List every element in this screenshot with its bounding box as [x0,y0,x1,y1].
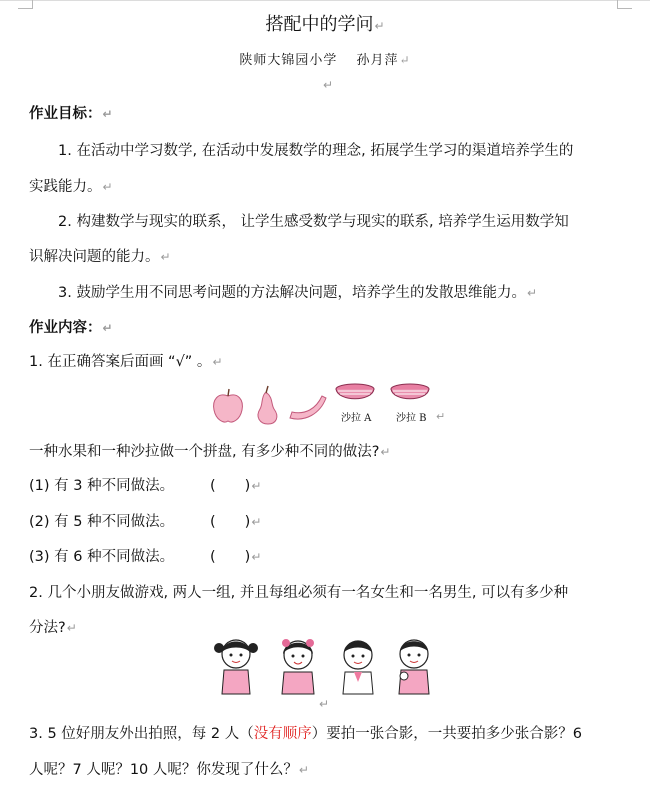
paragraph-mark: ↵ [323,78,334,92]
salad-b-label: 沙拉 B [396,413,427,424]
q1-answer-blank-3[interactable]: ( )↵ [210,549,262,565]
author-line: 陕师大锦园小学 孙月萍↵ [239,53,411,68]
page-title: 搭配中的学问↵ [265,14,385,35]
margin-corner-left [18,0,33,9]
girl-2-icon [282,639,314,694]
q1-answer-blank-2[interactable]: ( )↵ [210,514,262,530]
q3-line-1: 3. 5 位好朋友外出拍照，每 2 人（没有顺序）要拍一张合影，一共要拍多少张合影？6 [29,726,582,742]
q1-prompt: 1. 在正确答案后面画 “√” 。↵ [29,354,223,370]
q1-option-1: (1) 有 3 种不同做法。 [29,478,175,494]
girl-1-icon [214,640,258,694]
q3-line-2: 人呢？7 人呢？10 人呢？你发现了什么？↵ [29,762,309,778]
salad-bowl-b-icon [391,384,429,399]
goal-1-line-1: 1. 在活动中学习数学, 在活动中发展数学的理念, 拓展学生学习的渠道培养学生的 [58,143,574,159]
q1-question: 一种水果和一种沙拉做一个拼盘, 有多少种不同的做法?↵ [29,444,391,460]
salad-a-label: 沙拉 A [341,413,372,424]
boy-2-icon [399,640,429,694]
banana-icon [290,396,326,419]
q3-highlight-text: 没有顺序 [253,726,312,742]
q2-line-1: 2. 几个小朋友做游戏, 两人一组, 并且每组必须有一名女生和一名男生, 可以有多少种 [29,585,569,601]
q1-answer-blank-1[interactable]: ( )↵ [210,478,262,494]
apple-icon [214,389,243,422]
children-illustration [214,636,444,698]
goal-3: 3. 鼓励学生用不同思考问题的方法解决问题，培养学生的发散思维能力。↵ [58,285,538,301]
pear-icon [258,386,277,424]
goal-2-line-1: 2. 构建数学与现实的联系， 让学生感受数学与现实的联系, 培养学生运用数学知 [58,214,569,230]
paragraph-mark: ↵ [319,697,330,711]
q2-line-2: 分法?↵ [29,620,77,636]
fruit-salad-illustration [210,378,450,426]
goal-2-line-2: 识解决问题的能力。↵ [29,249,171,265]
q1-option-3: (3) 有 6 种不同做法。 [29,549,175,565]
goal-heading: 作业目标：↵ [29,106,113,122]
content-heading: 作业内容：↵ [29,320,113,336]
page-top-border [0,0,650,1]
margin-corner-right [617,0,632,9]
q1-option-2: (2) 有 5 种不同做法。 [29,514,175,530]
paragraph-mark: ↵ [436,410,446,423]
children-row-svg [214,636,444,698]
goal-1-line-2: 实践能力。↵ [29,179,113,195]
salad-bowl-a-icon [336,384,374,399]
boy-1-icon [343,641,373,694]
